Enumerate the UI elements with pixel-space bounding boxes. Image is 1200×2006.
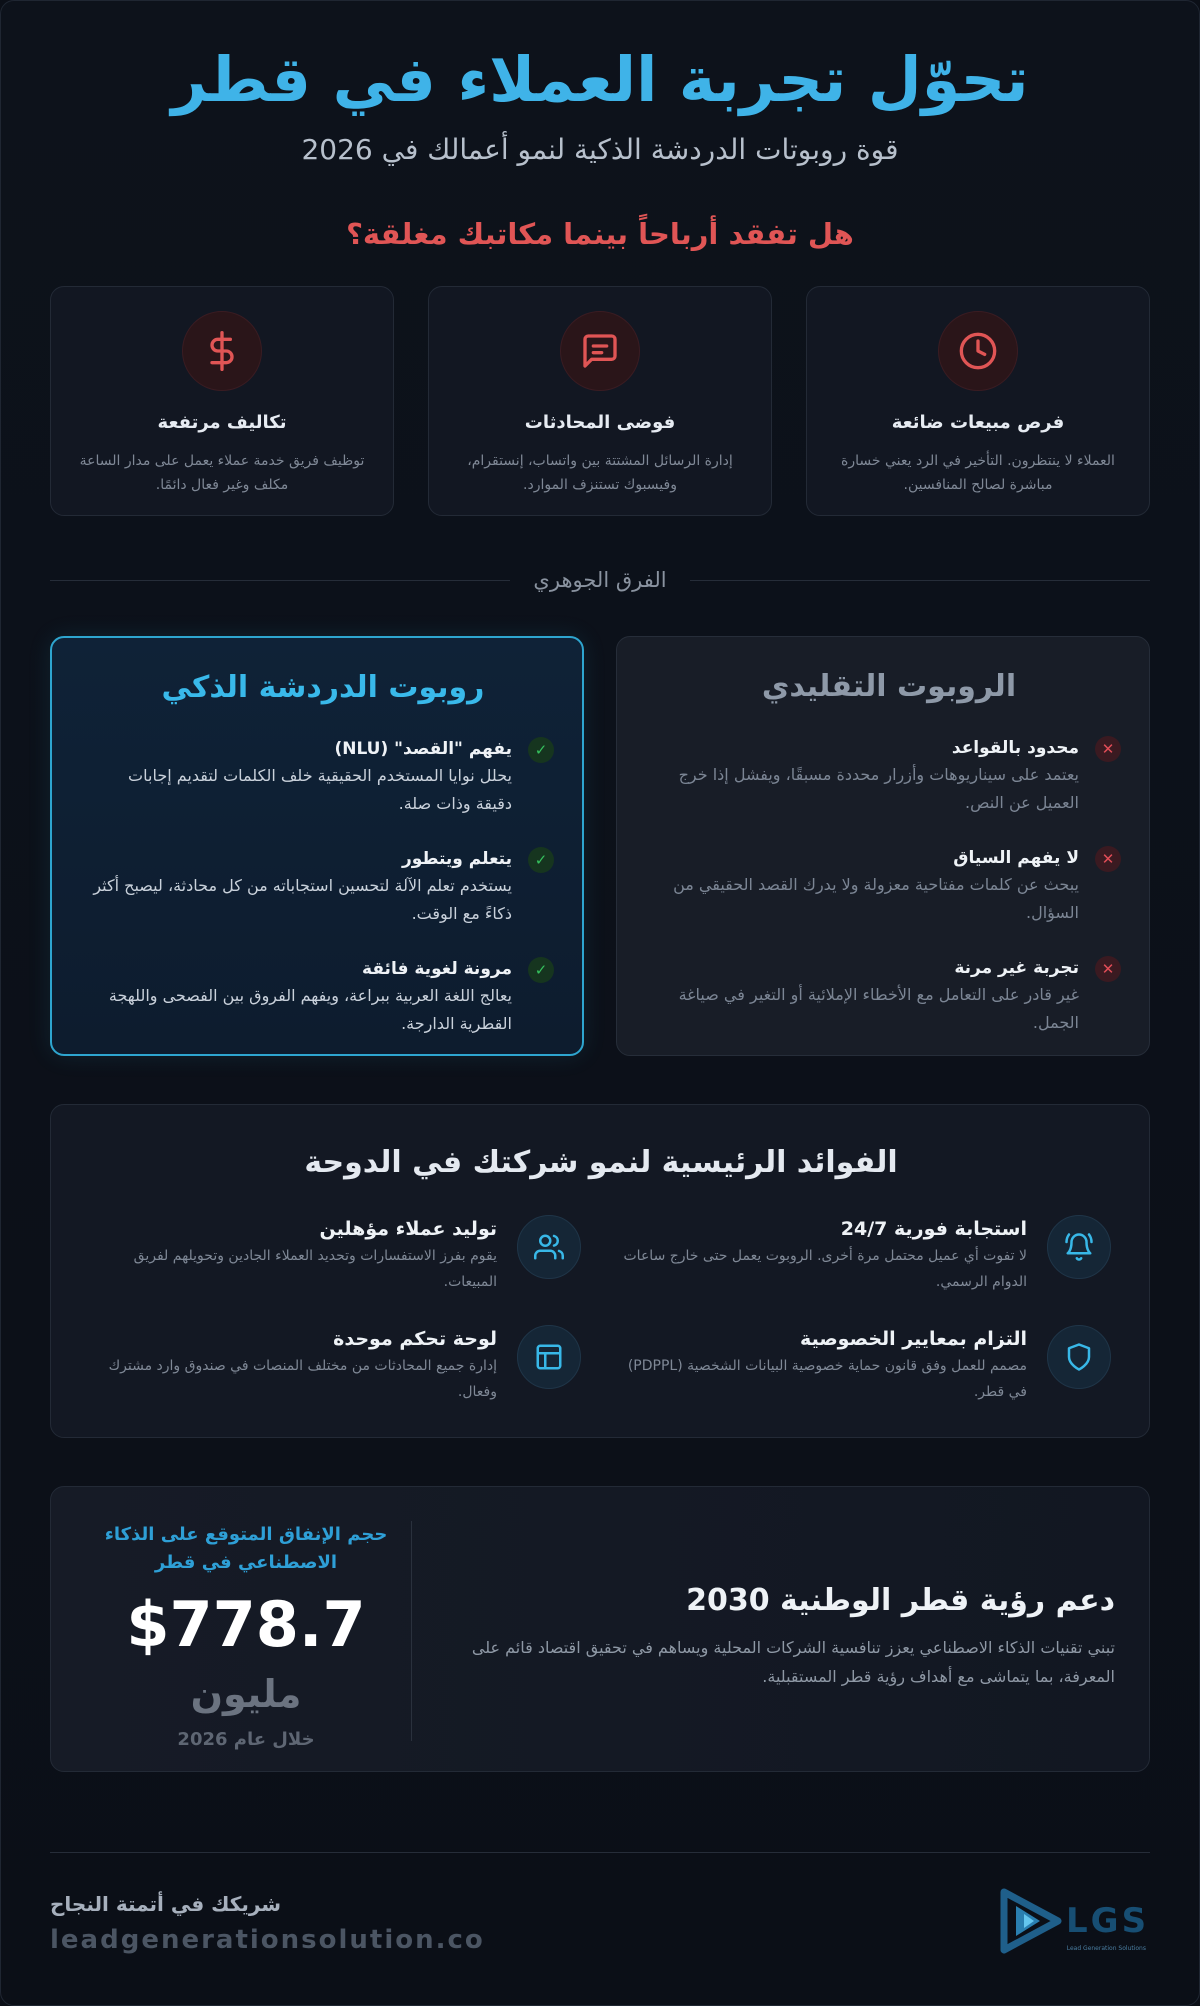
section-divider (50, 560, 1150, 600)
benefit-desc: لا تفوت أي عميل محتمل مرة أخرى. الروبوت يعمل حتى خارج ساعات الدوام الرسمي. (623, 1248, 1027, 1290)
pain-card-title: فوضى المحادثات (524, 412, 676, 433)
benefit-item (91, 1325, 581, 1399)
comparison-item (657, 955, 1121, 1037)
vision-text (435, 1577, 1115, 1691)
benefit-desc: يقوم بفرز الاستفسارات وتحديد العملاء الجادين وتحويلهم لفريق المبيعات. (133, 1248, 497, 1290)
vision-separator (411, 1521, 412, 1741)
pain-card-chat-chaos (428, 286, 772, 516)
pain-card-high-costs (50, 286, 394, 516)
benefit-title: لوحة تحكم موحدة (333, 1328, 497, 1350)
logo-text: LGS (1066, 1901, 1150, 1941)
pain-card-title: تكاليف مرتفعة (157, 412, 287, 433)
benefits-grid (91, 1215, 1111, 1399)
page-subtitle: قوة روبوتات الدردشة الذكية لنمو أعمالك في 2026 (301, 133, 899, 166)
comparison-item (657, 845, 1121, 927)
check-icon: ✓ (528, 737, 554, 763)
layout-icon (517, 1325, 581, 1389)
vision-desc: تبني تقنيات الذكاء الاصطناعي يعزز تنافسية الشركات المحلية ويساهم في تحقيق اقتصاد قائم على المعرفة، بما يتماشى مع أهداف رؤية قطر المستقبلية. (471, 1638, 1115, 1686)
comparison-item-title: تجربة غير مرنة (954, 958, 1079, 978)
pain-points (50, 286, 1150, 516)
stat-period: خلال عام 2026 (177, 1729, 315, 1750)
comparison-item-title: محدود بالقواعد (951, 738, 1079, 758)
footer-url-link[interactable]: leadgenerationsolution.co (50, 1925, 485, 1955)
comparison-item-title: يفهم "القصد" (NLU) (334, 739, 512, 759)
traditional-bot-card (616, 636, 1150, 1056)
comparison-item (92, 846, 554, 928)
comparison-item-desc: يستخدم تعلم الآلة لتحسين استجاباته من كل محادثة، ليصبح أكثر ذكاءً مع الوقت. (93, 876, 512, 923)
x-icon: ✕ (1095, 846, 1121, 872)
footer-divider (50, 1852, 1150, 1853)
stat-label: حجم الإنفاق المتوقع على الذكاء الاصطناعي في قطر (104, 1524, 388, 1573)
benefit-title: توليد عملاء مؤهلين (319, 1218, 497, 1240)
comparison-item (657, 735, 1121, 817)
comparison-item-desc: يبحث عن كلمات مفتاحية معزولة ولا يدرك القصد الحقيقي من السؤال. (673, 875, 1079, 922)
vision-section (50, 1486, 1150, 1772)
page-title: تحوّل تجربة العملاء في قطر (171, 43, 1029, 116)
stat-unit: مليون (190, 1672, 302, 1716)
comparison-item (92, 736, 554, 818)
benefits-section (50, 1104, 1150, 1438)
problem-question: هل تفقد أرباحاً بينما مكاتبك مغلقة؟ (346, 217, 854, 251)
benefit-desc: إدارة جميع المحادثات من مختلف المنصات في صندوق وارد مشترك وفعال. (108, 1358, 497, 1400)
message-icon (560, 311, 640, 391)
pain-card-desc: العملاء لا ينتظرون. التأخير في الرد يعني خسارة مباشرة لصالح المنافسين. (841, 453, 1115, 493)
users-icon (517, 1215, 581, 1279)
comparison-item-title: لا يفهم السياق (953, 848, 1079, 868)
stat-value: $778.7 (126, 1588, 366, 1661)
vision-title: دعم رؤية قطر الوطنية 2030 (686, 1583, 1115, 1618)
smart-bot-card (50, 636, 584, 1056)
pain-card-title: فرص مبيعات ضائعة (891, 412, 1065, 433)
comparison-item-title: مرونة لغوية فائقة (362, 959, 512, 979)
spending-stat (101, 1521, 391, 1755)
comparison-item-desc: يحلل نوايا المستخدم الحقيقية خلف الكلمات لتقديم إجابات دقيقة وذات صلة. (128, 766, 512, 813)
pain-card-desc: توظيف فريق خدمة عملاء يعمل على مدار الساعة مكلف وغير فعال دائمًا. (79, 453, 365, 493)
benefit-item (621, 1325, 1111, 1399)
check-icon: ✓ (528, 847, 554, 873)
check-icon: ✓ (528, 957, 554, 983)
comparison-item-desc: غير قادر على التعامل مع الأخطاء الإملائية أو التغير في صياغة الجمل. (678, 985, 1079, 1032)
benefit-item (91, 1215, 581, 1289)
divider-label: الفرق الجوهري (533, 568, 667, 592)
benefit-title: التزام بمعايير الخصوصية (800, 1328, 1027, 1350)
smart-bot-title: روبوت الدردشة الذكي (161, 670, 485, 705)
dollar-icon (182, 311, 262, 391)
pain-card-lost-sales (806, 286, 1150, 516)
comparison-item-title: يتعلم ويتطور (401, 849, 512, 869)
logo-caption: Lead Generation Solutions (1066, 1945, 1146, 1952)
footer-tagline: شريكك في أتمتة النجاح (50, 1892, 282, 1916)
comparison-item-desc: يعالج اللغة العربية ببراعة، ويفهم الفروق بين الفصحى واللهجة القطرية الدارجة. (108, 986, 512, 1033)
x-icon: ✕ (1095, 956, 1121, 982)
comparison-item-desc: يعتمد على سيناريوهات وأزرار محددة مسبقًا، ويفشل إذا خرج العميل عن النص. (678, 765, 1079, 812)
benefit-item (621, 1215, 1111, 1289)
benefits-title: الفوائد الرئيسية لنمو شركتك في الدوحة (304, 1145, 898, 1180)
x-icon: ✕ (1095, 736, 1121, 762)
benefit-title: استجابة فورية 24/7 (840, 1218, 1027, 1240)
traditional-bot-title: الروبوت التقليدي (761, 669, 1017, 704)
clock-icon (938, 311, 1018, 391)
lgs-logo (1000, 1884, 1150, 1958)
comparison-section (50, 636, 1150, 1056)
shield-icon (1047, 1325, 1111, 1389)
benefit-desc: مصمم للعمل وفق قانون حماية خصوصية البيانات الشخصية (PDPPL) في قطر. (627, 1358, 1027, 1400)
comparison-item (92, 956, 554, 1038)
pain-card-desc: إدارة الرسائل المشتتة بين واتساب، إنستقرام، وفيسبوك تستنزف الموارد. (467, 453, 733, 493)
bell-icon (1047, 1215, 1111, 1279)
